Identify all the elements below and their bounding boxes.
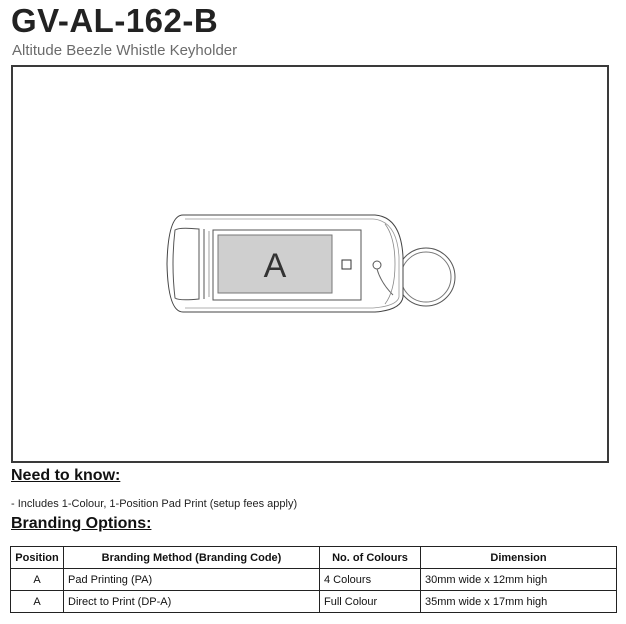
branding-options-heading: Branding Options: — [11, 515, 152, 532]
product-name: Altitude Beezle Whistle Keyholder — [12, 42, 238, 59]
row-dimension: 30mm wide x 12mm high — [421, 569, 617, 591]
product-illustration-frame — [11, 65, 609, 463]
row-colours: 4 Colours — [320, 569, 421, 591]
row-method: Direct to Print (DP-A) — [64, 591, 320, 613]
whistle-button — [342, 260, 351, 269]
row-position: A — [11, 591, 64, 613]
table-header-row — [11, 547, 617, 569]
need-to-know-heading: Need to know: — [11, 467, 121, 484]
key-ring-inner — [401, 252, 451, 302]
header-colours: No. of Colours — [320, 547, 421, 569]
print-area-label: A — [263, 247, 287, 285]
keyholder-illustration — [13, 67, 607, 461]
header-dimension: Dimension — [421, 547, 617, 569]
row-position: A — [11, 569, 64, 591]
table-row — [11, 591, 617, 613]
table-row — [11, 569, 617, 591]
whistle-end — [173, 228, 199, 300]
key-ring-outer — [397, 248, 455, 306]
row-colours: Full Colour — [320, 591, 421, 613]
need-to-know-note: - Includes 1-Colour, 1-Position Pad Print (setup fees apply) — [11, 498, 298, 510]
row-method: Pad Printing (PA) — [64, 569, 320, 591]
row-dimension: 35mm wide x 17mm high — [421, 591, 617, 613]
product-code: GV-AL-162-B — [11, 2, 219, 39]
header-position: Position — [11, 547, 64, 569]
header-method: Branding Method (Branding Code) — [64, 547, 320, 569]
branding-options-table — [10, 546, 617, 613]
